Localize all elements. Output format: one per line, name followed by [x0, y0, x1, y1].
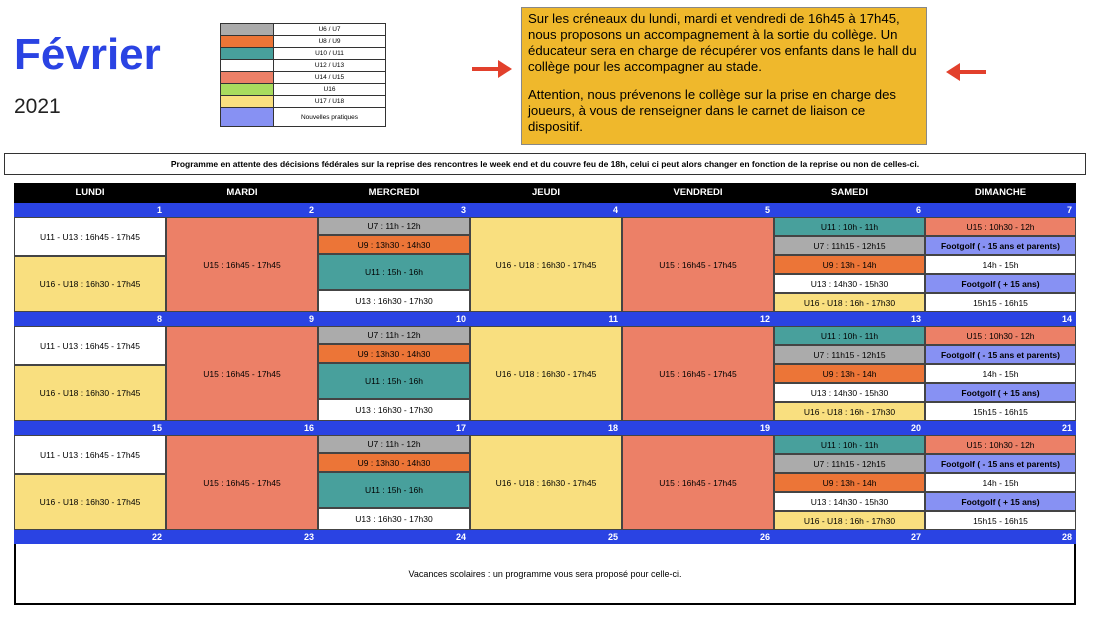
day-header: SAMEDI: [774, 183, 925, 203]
slot-wednesday: U13 : 16h30 - 17h30: [318, 290, 470, 312]
slot-wednesday: U9 : 13h30 - 14h30: [318, 344, 470, 363]
slot-tuesday-u15: U15 : 16h45 - 17h45: [166, 435, 318, 530]
date-number: 3: [318, 203, 470, 217]
slot-saturday: U9 : 13h - 14h: [774, 255, 925, 274]
arrow-right-icon: [472, 58, 512, 80]
slot-wednesday: U9 : 13h30 - 14h30: [318, 453, 470, 472]
slot-wednesday: U7 : 11h - 12h: [318, 217, 470, 235]
date-number: 26: [622, 530, 774, 544]
slot-saturday: U11 : 10h - 11h: [774, 326, 925, 345]
date-number: 22: [14, 530, 166, 544]
slot-sunday: 14h - 15h: [925, 473, 1076, 492]
slot-sunday: 15h15 - 16h15: [925, 511, 1076, 530]
slot-wednesday: U7 : 11h - 12h: [318, 435, 470, 453]
slot-saturday: U11 : 10h - 11h: [774, 435, 925, 454]
day-header: MERCREDI: [318, 183, 470, 203]
day-header: DIMANCHE: [925, 183, 1076, 203]
date-number: 5: [622, 203, 774, 217]
slot-sunday: Footgolf ( + 15 ans): [925, 383, 1076, 402]
date-number: 8: [14, 312, 166, 326]
legend-label: U10 / U11: [274, 48, 386, 60]
program-banner: Programme en attente des décisions fédérales sur la reprise des rencontres le week end et du couvre feu de 18h, celui ci peut alors changer en fonction de la reprise ou non de celles-ci.: [4, 153, 1086, 175]
date-number: 28: [925, 530, 1076, 544]
date-number: 15: [14, 421, 166, 435]
slot-saturday: U9 : 13h - 14h: [774, 364, 925, 383]
date-number: 11: [470, 312, 622, 326]
date-number: 16: [166, 421, 318, 435]
slot-sunday: U15 : 10h30 - 12h: [925, 217, 1076, 236]
slot-saturday: U11 : 10h - 11h: [774, 217, 925, 236]
slot-monday-u16-u18: U16 - U18 : 16h30 - 17h45: [14, 474, 166, 530]
slot-sunday: Footgolf ( + 15 ans): [925, 492, 1076, 511]
month-title: Février: [14, 30, 161, 79]
slot-thursday-u16-u18: U16 - U18 : 16h30 - 17h45: [470, 326, 622, 421]
slot-friday-u15: U15 : 16h45 - 17h45: [622, 435, 774, 530]
slot-sunday: 14h - 15h: [925, 255, 1076, 274]
slot-sunday: U15 : 10h30 - 12h: [925, 435, 1076, 454]
legend-label: U12 / U13: [274, 60, 386, 72]
slot-thursday-u16-u18: U16 - U18 : 16h30 - 17h45: [470, 435, 622, 530]
legend-label: U6 / U7: [274, 24, 386, 36]
legend-swatch: [221, 96, 274, 108]
slot-saturday: U13 : 14h30 - 15h30: [774, 492, 925, 511]
legend-label: U14 / U15: [274, 72, 386, 84]
date-number: 2: [166, 203, 318, 217]
slot-saturday: U16 - U18 : 16h - 17h30: [774, 402, 925, 421]
date-number: 27: [774, 530, 925, 544]
date-number: 21: [925, 421, 1076, 435]
slot-sunday: Footgolf ( - 15 ans et parents): [925, 454, 1076, 473]
slot-sunday: Footgolf ( - 15 ans et parents): [925, 236, 1076, 255]
slot-friday-u15: U15 : 16h45 - 17h45: [622, 326, 774, 421]
date-number: 20: [774, 421, 925, 435]
slot-saturday: U7 : 11h15 - 12h15: [774, 345, 925, 364]
slot-thursday-u16-u18: U16 - U18 : 16h30 - 17h45: [470, 217, 622, 312]
slot-saturday: U7 : 11h15 - 12h15: [774, 454, 925, 473]
slot-wednesday: U11 : 15h - 16h: [318, 472, 470, 508]
slot-saturday: U13 : 14h30 - 15h30: [774, 383, 925, 402]
slot-saturday: U16 - U18 : 16h - 17h30: [774, 293, 925, 312]
legend-swatch: [221, 84, 274, 96]
slot-tuesday-u15: U15 : 16h45 - 17h45: [166, 326, 318, 421]
legend-swatch: [221, 24, 274, 36]
date-number: 17: [318, 421, 470, 435]
date-number: 25: [470, 530, 622, 544]
slot-tuesday-u15: U15 : 16h45 - 17h45: [166, 217, 318, 312]
calendar-grid: [14, 183, 1076, 605]
legend-swatch: [221, 60, 274, 72]
day-header: VENDREDI: [622, 183, 774, 203]
slot-saturday: U7 : 11h15 - 12h15: [774, 236, 925, 255]
date-number: 23: [166, 530, 318, 544]
legend-swatch: [221, 36, 274, 48]
legend-swatch: [221, 72, 274, 84]
slot-monday-u11-u13: U11 - U13 : 16h45 - 17h45: [14, 217, 166, 256]
day-header: JEUDI: [470, 183, 622, 203]
slot-saturday: U13 : 14h30 - 15h30: [774, 274, 925, 293]
day-header: LUNDI: [14, 183, 166, 203]
date-number: 24: [318, 530, 470, 544]
slot-saturday: U16 - U18 : 16h - 17h30: [774, 511, 925, 530]
slot-wednesday: U11 : 15h - 16h: [318, 254, 470, 290]
date-number: 18: [470, 421, 622, 435]
slot-monday-u11-u13: U11 - U13 : 16h45 - 17h45: [14, 435, 166, 474]
slot-friday-u15: U15 : 16h45 - 17h45: [622, 217, 774, 312]
slot-sunday: 15h15 - 16h15: [925, 402, 1076, 421]
date-number: 19: [622, 421, 774, 435]
legend-swatch: [221, 108, 274, 127]
slot-saturday: U9 : 13h - 14h: [774, 473, 925, 492]
slot-sunday: Footgolf ( + 15 ans): [925, 274, 1076, 293]
slot-sunday: Footgolf ( - 15 ans et parents): [925, 345, 1076, 364]
vacation-note: Vacances scolaires : un programme vous sera proposé pour celle-ci.: [16, 544, 1074, 603]
slot-wednesday: U11 : 15h - 16h: [318, 363, 470, 399]
date-number: 12: [622, 312, 774, 326]
slot-wednesday: U9 : 13h30 - 14h30: [318, 235, 470, 254]
arrow-left-icon: [946, 61, 986, 83]
day-header: MARDI: [166, 183, 318, 203]
date-number: 10: [318, 312, 470, 326]
info-note: [521, 7, 927, 145]
slot-sunday: 15h15 - 16h15: [925, 293, 1076, 312]
legend-swatch: [221, 48, 274, 60]
slot-sunday: U15 : 10h30 - 12h: [925, 326, 1076, 345]
note-paragraph: Attention, nous prévenons le collège sur la prise en charge des joueurs, à vous de renseigner dans le carnet de liaison ce dispositif.: [528, 87, 897, 134]
slot-wednesday: U13 : 16h30 - 17h30: [318, 508, 470, 530]
date-number: 14: [925, 312, 1076, 326]
date-number: 9: [166, 312, 318, 326]
slot-monday-u16-u18: U16 - U18 : 16h30 - 17h45: [14, 256, 166, 312]
slot-monday-u16-u18: U16 - U18 : 16h30 - 17h45: [14, 365, 166, 421]
date-number: 1: [14, 203, 166, 217]
date-number: 7: [925, 203, 1076, 217]
slot-sunday: 14h - 15h: [925, 364, 1076, 383]
date-number: 13: [774, 312, 925, 326]
year-label: 2021: [14, 95, 61, 118]
legend-label: U17 / U18: [274, 96, 386, 108]
date-number: 6: [774, 203, 925, 217]
legend-label: Nouvelles pratiques: [274, 108, 386, 127]
note-paragraph: Sur les créneaux du lundi, mardi et vendredi de 16h45 à 17h45, nous proposons un accompagnement à la sortie du collège. Un éducateur sera en charge de récupérer vos enfants dans le hall du collège pour les accompagner au stade.: [528, 11, 917, 74]
category-legend: [220, 23, 386, 127]
slot-wednesday: U7 : 11h - 12h: [318, 326, 470, 344]
legend-label: U8 / U9: [274, 36, 386, 48]
legend-label: U16: [274, 84, 386, 96]
slot-wednesday: U13 : 16h30 - 17h30: [318, 399, 470, 421]
slot-monday-u11-u13: U11 - U13 : 16h45 - 17h45: [14, 326, 166, 365]
date-number: 4: [470, 203, 622, 217]
